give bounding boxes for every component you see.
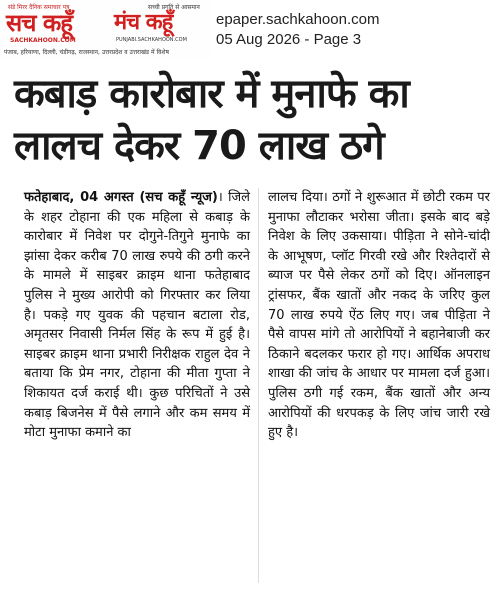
logo2-site: PUNJABI.SACHKAHOON.COM	[116, 37, 187, 43]
manch-kahoon-logo[interactable]	[112, 3, 208, 45]
article-column-right	[268, 188, 490, 443]
coverage-states: पंजाब, हरियाणा, दिल्ली, चंडीगढ़, राजस्थान, उत्तरप्रदेश व उत्तराखंड में विशेष	[4, 49, 169, 56]
headline-line-2: लालच देकर 70 लाख ठगे	[14, 123, 384, 169]
article-headline	[14, 68, 494, 172]
article-body-left: । जिले के शहर टोहाना की एक महिला से कबाड़ के कारोबार में निवेश पर दोगुने-तिगुने मुनाफे का झांसा देकर करीब 70 लाख रुपये की ठगी करने के मामले में साइबर क्राइम थाना फतेहाबाद पुलिस ने मुख्य आरोपी को गिरफ्तार कर लिया है। पकड़े गए युवक की पहचान बटाला रोड, अमृतसर निवासी निर्मल सिंह के रूप में हुई है। साइबर क्राइम थाना प्रभारी निरीक्षक राहुल देव ने बताया कि प्रेम नगर, टोहाना की मीता गुप्ता ने शिकायत दर्ज कराई थी। कुछ परिचितों ने उसे कबाड़ बिजनेस में पैसे लगाने और कम समय में मोटा मुनाफा कमाने का	[24, 190, 250, 441]
article-body-right: लालच दिया। ठगों ने शुरूआत में छोटी रकम पर मुनाफा लौटाकर भरोसा जीता। इसके बाद बड़े निवेश के लिए उकसाया। पीड़िता ने सोने-चांदी के आभूषण, प्लॉट गिरवी रखे और रिश्तेदारों से ब्याज पर पैसे लेकर ठगों को दिए। ऑनलाइन ट्रांसफर, बैंक खातों और नकद के जरिए कुल 70 लाख रुपये ऐंठ लिए गए। जब पीड़िता ने पैसे वापस मांगे तो आरोपियों ने बहानेबाजी कर ठिकाने बदलकर फरार हो गए। आर्थिक अपराध शाखा की जांच के आधार पर मामला दर्ज हुआ। पुलिस ठगी गई रकम, बैंक खातों और अन्य आरोपियों की धरपकड़ के लिए जांच जारी रखे हुए है।	[268, 190, 490, 441]
column-divider	[258, 188, 259, 583]
logo1-site: SACHKAHOON.COM	[10, 37, 76, 44]
logo1-name: सच कहूँ	[6, 9, 72, 37]
masthead	[0, 0, 501, 60]
article-dateline: फतेहाबाद, 04 अगस्त (सच कहूँ न्यूज)	[24, 190, 218, 205]
logo1-tagline: संडे मिरर दैनिक समाचार पत्र	[8, 4, 70, 11]
epaper-date-page: 05 Aug 2026 - Page 3	[216, 31, 362, 48]
logo2-tagline: सच्ची प्रगति से आसमान	[148, 4, 200, 11]
logo2-name: मंच कहूँ	[114, 10, 173, 35]
headline-line-1: कबाड़ कारोबार में मुनाफे का	[14, 71, 409, 117]
epaper-site[interactable]: epaper.sachkahoon.com	[216, 11, 380, 28]
logo-area	[0, 0, 212, 58]
article-column-left	[24, 188, 250, 443]
sachkahoon-logo[interactable]	[4, 3, 108, 45]
epaper-info	[216, 10, 379, 50]
